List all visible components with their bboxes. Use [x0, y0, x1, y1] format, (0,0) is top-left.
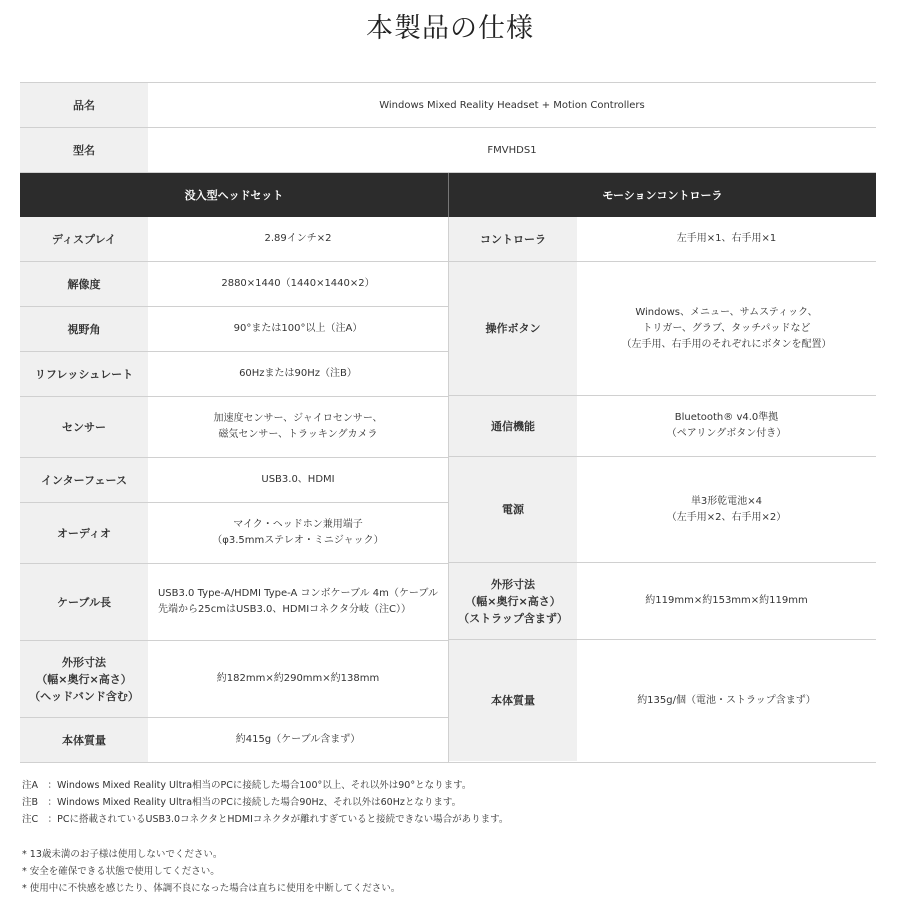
footnote: 注C ：PCに搭載されているUSB3.0コネクタとHDMIコネクタが離れすぎていると接続できない場合があります。: [22, 814, 509, 825]
row-value: Bluetooth® v4.0準拠 （ペアリングボタン付き）: [666, 412, 787, 439]
row-value: マイク・ヘッドホン兼用端子 （φ3.5mmステレオ・ミニジャック）: [212, 519, 384, 546]
row-label: 通信機能: [449, 396, 577, 456]
row-label: 操作ボタン: [449, 262, 577, 395]
row-value: 約135g/個（電池・ストラップ含まず）: [637, 694, 816, 706]
spec-row: [20, 352, 448, 397]
row-label: 外形寸法 （幅×奥行×高さ） （ヘッドバンド含む）: [20, 641, 148, 717]
row-value: 90°または100°以上（注A）: [233, 323, 363, 334]
row-value: 加速度センサー、ジャイロセンサー、 磁気センサー、トラッキングカメラ: [213, 413, 383, 440]
product-name-row: [20, 83, 876, 128]
row-label: 本体質量: [449, 640, 577, 761]
row-value: Windows、メニュー、サムスティック、 トリガー、グラブ、タッチパッドなど （左手用、右手用のそれぞれにボタンを配置）: [621, 306, 832, 350]
spec-row: [449, 640, 876, 761]
row-value: FMVHDS1: [487, 144, 537, 156]
row-label: 品名: [20, 83, 148, 127]
row-label: 型名: [20, 128, 148, 172]
row-label: オーディオ: [20, 503, 148, 563]
spec-row: [20, 397, 448, 458]
model-row: [20, 128, 876, 173]
caution-item: * 使用中に不快感を感じたり、体調不良になった場合は直ちに使用を中断してください。: [22, 883, 401, 894]
row-label: センサー: [20, 397, 148, 457]
controller-column: [449, 217, 876, 762]
footnote: 注B ：Windows Mixed Reality Ultra相当のPCに接続した場合90Hz、それ以外は60Hzとなります。: [22, 797, 462, 808]
row-label: 電源: [449, 457, 577, 562]
row-value: 約119mm×約153mm×約119mm: [645, 595, 808, 606]
row-value: Windows Mixed Reality Headset + Motion Controllers: [379, 99, 645, 111]
spec-row: [20, 503, 448, 564]
spec-row: [20, 641, 448, 718]
spec-row: [20, 262, 448, 307]
row-label: コントローラ: [449, 217, 577, 261]
row-value: 60Hzまたは90Hz（注B）: [239, 368, 357, 379]
row-label: 外形寸法 （幅×奥行×高さ） （ストラップ含まず）: [449, 563, 577, 639]
spec-row: [20, 307, 448, 352]
spec-row: [20, 217, 448, 262]
row-label: ケーブル長: [20, 564, 148, 640]
row-value: 約182mm×約290mm×約138mm: [216, 673, 380, 684]
row-label: 視野角: [20, 307, 148, 351]
caution-item: * 13歳未満のお子様は使用しないでください。: [22, 849, 223, 860]
row-label: ディスプレイ: [20, 217, 148, 261]
spec-row: [449, 217, 876, 262]
row-value: USB3.0 Type-A/HDMI Type-A コンボケーブル 4m（ケーブル 先端から25cmはUSB3.0、HDMIコネクタ分岐（注C））: [157, 588, 438, 615]
cautions: [22, 846, 400, 897]
row-label: 本体質量: [20, 718, 148, 762]
footnotes: [22, 777, 508, 828]
row-value: 2.89インチ×2: [264, 233, 332, 244]
row-value: 左手用×1、右手用×1: [676, 233, 777, 244]
row-value: 2880×1440（1440×1440×2）: [221, 278, 375, 289]
page-title: 本製品の仕様: [366, 13, 534, 44]
row-label: インターフェース: [20, 458, 148, 502]
row-value: USB3.0、HDMI: [261, 474, 335, 485]
spec-row: [20, 458, 448, 503]
spec-columns: [20, 217, 876, 763]
row-label: リフレッシュレート: [20, 352, 148, 396]
caution-item: * 安全を確保できる状態で使用してください。: [22, 866, 220, 877]
controller-header: モーションコントローラ: [602, 189, 723, 202]
row-label: 解像度: [20, 262, 148, 306]
spec-row: [20, 718, 448, 762]
spec-row: [449, 396, 876, 457]
spec-row: [20, 564, 448, 641]
footnote: 注A ：Windows Mixed Reality Ultra相当のPCに接続した場合100°以上、それ以外は90°となります。: [22, 780, 472, 791]
section-header: [20, 173, 876, 217]
spec-row: [449, 457, 876, 563]
row-value: 単3形乾電池×4 （左手用×2、右手用×2）: [666, 495, 787, 523]
spec-row: [449, 262, 876, 396]
headset-header: 没入型ヘッドセット: [20, 173, 449, 217]
spec-row: [449, 563, 876, 640]
row-value: 約415g（ケーブル含まず）: [235, 734, 361, 745]
headset-column: [20, 217, 449, 762]
spec-table: [20, 82, 876, 763]
